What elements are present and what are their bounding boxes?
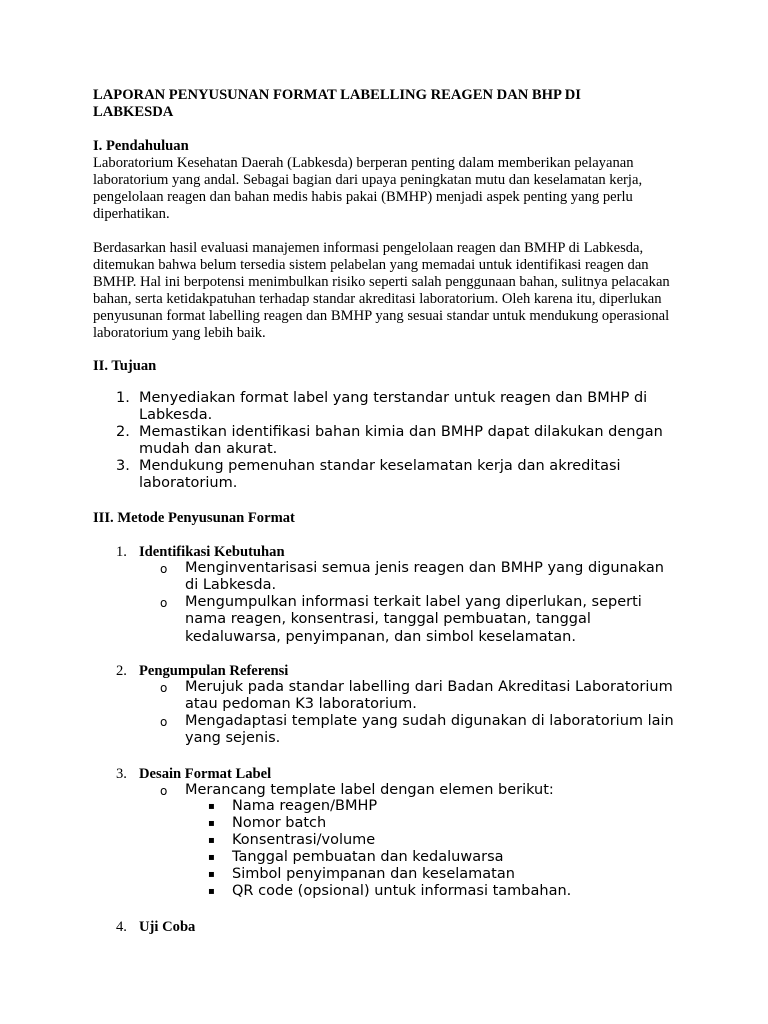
goal-text: Mendukung pemenuhan standar keselamatan kerja dan akreditasi laboratorium. — [139, 458, 621, 492]
label-element-text: Tanggal pembuatan dan kedaluwarsa — [232, 849, 504, 865]
sub-item-text: Menginventarisasi semua jenis reagen dan BMHP yang digunakan di Labkesda. — [185, 560, 664, 594]
step-title: Identifikasi Kebutuhan — [139, 544, 285, 560]
document-title: LAPORAN PENYUSUNAN FORMAT LABELLING REAGEN DAN BHP DI LABKESDA — [93, 87, 581, 120]
goal-text: Memastikan identifikasi bahan kimia dan BMHP dapat dilakukan dengan mudah dan akurat. — [139, 424, 663, 458]
circle-bullet-icon: o — [160, 784, 168, 798]
circle-bullet-icon: o — [160, 715, 168, 729]
square-bullet-icon: ▪ — [208, 835, 215, 846]
step-title: Desain Format Label — [139, 766, 272, 782]
label-element-text: Simbol penyimpanan dan keselamatan — [232, 866, 515, 882]
square-bullet-icon: ▪ — [208, 818, 215, 829]
square-bullet-icon: ▪ — [208, 801, 215, 812]
circle-bullet-icon: o — [160, 562, 168, 576]
sub-item-text: Merancang template label dengan elemen berikut: — [185, 782, 554, 798]
circle-bullet-icon: o — [160, 681, 168, 695]
sub-item-text: Mengumpulkan informasi terkait label yang diperlukan, seperti nama reagen, konsentrasi, tanggal pembuatan, tanggal kedaluwarsa, penyimpanan, dan simbol keselamatan. — [185, 594, 642, 645]
sub-item-text: Mengadaptasi template yang sudah digunakan di laboratorium lain yang sejenis. — [185, 713, 674, 747]
step-number: 4. — [116, 919, 127, 935]
heading-metode: III. Metode Penyusunan Format — [93, 510, 295, 526]
paragraph-pendahuluan-1: Laboratorium Kesehatan Daerah (Labkesda) berperan penting dalam memberikan pelayanan laboratorium yang andal. Sebagai bagian dari upaya peningkatan mutu dan keselamatan kerja, pengelolaan reagen dan bahan medis habis pakai (BMHP) menjadi aspek penting yang perlu diperhatikan. — [93, 155, 643, 222]
sub-item-text: Merujuk pada standar labelling dari Badan Akreditasi Laboratorium atau pedoman K3 laboratorium. — [185, 679, 673, 713]
label-element-text: Konsentrasi/volume — [232, 832, 376, 848]
label-element-text: QR code (opsional) untuk informasi tambahan. — [232, 883, 572, 899]
label-element-text: Nomor batch — [232, 815, 327, 831]
step-number: 2. — [116, 663, 127, 679]
goal-number: 1. — [116, 390, 130, 406]
step-number: 3. — [116, 766, 127, 782]
goal-number: 2. — [116, 424, 130, 440]
square-bullet-icon: ▪ — [208, 852, 215, 863]
goal-number: 3. — [116, 458, 130, 474]
goal-text: Menyediakan format label yang terstandar untuk reagen dan BMHP di Labkesda. — [139, 390, 648, 424]
heading-tujuan: II. Tujuan — [93, 358, 157, 374]
heading-pendahuluan: I. Pendahuluan — [93, 138, 189, 154]
square-bullet-icon: ▪ — [208, 869, 215, 880]
square-bullet-icon: ▪ — [208, 886, 215, 897]
label-element-text: Nama reagen/BMHP — [232, 798, 378, 814]
paragraph-pendahuluan-2: Berdasarkan hasil evaluasi manajemen informasi pengelolaan reagen dan BMHP di Labkesda, ditemukan bahwa belum tersedia sistem pelabelan yang memadai untuk identifikasi reagen dan BMHP. Hal ini berpotensi menimbulkan risiko seperti salah penggunaan bahan, sulitnya pelacakan bahan, serta ketidakpatuhan terhadap standar akreditasi laboratorium. Oleh karena itu, diperlukan penyusunan format labelling reagen dan BMHP yang sesuai standar untuk mendukung operasional laboratorium yang lebih baik. — [93, 240, 670, 341]
step-title: Uji Coba — [139, 919, 196, 935]
circle-bullet-icon: o — [160, 596, 168, 610]
step-title: Pengumpulan Referensi — [139, 663, 289, 679]
step-number: 1. — [116, 544, 127, 560]
